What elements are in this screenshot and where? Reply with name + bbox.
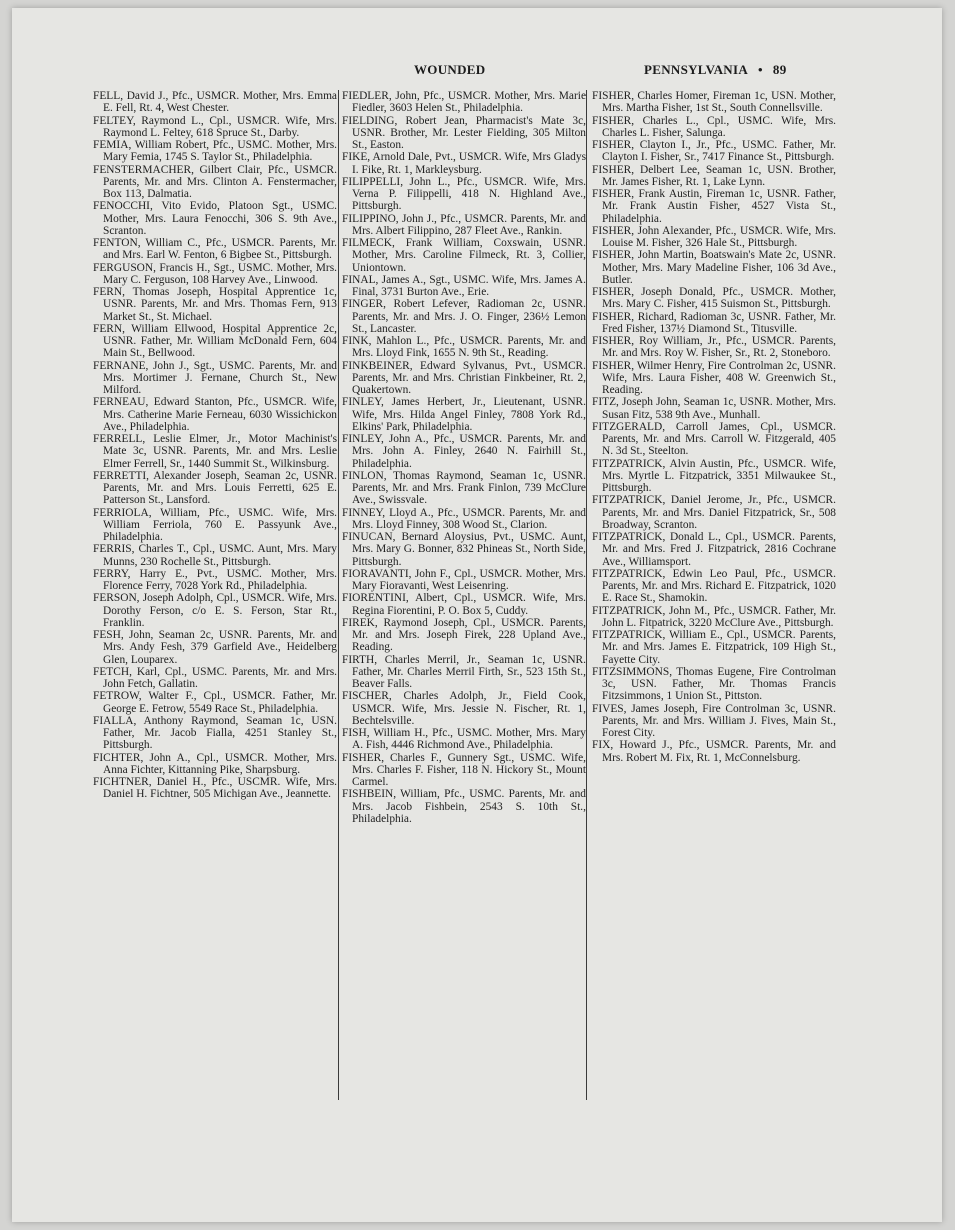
casualty-entry: FERGUSON, Francis H., Sgt., USMC. Mother, Mrs. Mary C. Ferguson, 108 Harvey Ave., Linwood. [93,261,337,286]
casualty-entry: FITZPATRICK, Donald L., Cpl., USMCR. Parents, Mr. and Mrs. Fred J. Fitzpatrick, 2816 Cochrane Ave., Williamsport. [592,531,836,568]
casualty-entry: FIKE, Arnold Dale, Pvt., USMCR. Wife, Mrs Gladys I. Fike, Rt. 1, Markleysburg. [342,151,586,176]
casualty-entry: FETCH, Karl, Cpl., USMC. Parents, Mr. and Mrs. John Fetch, Gallatin. [93,665,337,690]
casualty-entry: FISHER, Roy William, Jr., Pfc., USMCR. Parents, Mr. and Mrs. Roy W. Fisher, Sr., Rt. 2, Stoneboro. [592,335,836,360]
casualty-entry: FINK, Mahlon L., Pfc., USMCR. Parents, Mr. and Mrs. Lloyd Fink, 1655 N. 9th St., Reading. [342,335,586,360]
casualty-entry: FINNEY, Lloyd A., Pfc., USMCR. Parents, Mr. and Mrs. Lloyd Finney, 308 Wood St., Clarion. [342,506,586,531]
casualty-entry: FINKBEINER, Edward Sylvanus, Pvt., USMCR. Parents, Mr. and Mrs. Christian Finkbeiner, Rt. 2, Quakertown. [342,359,586,396]
casualty-entry: FISHER, Delbert Lee, Seaman 1c, USN. Brother, Mr. James Fisher, Rt. 1, Lake Lynn. [592,163,836,188]
casualty-entry: FILMECK, Frank William, Coxswain, USNR. Mother, Mrs. Caroline Filmeck, Rt. 3, Collier, Uniontown. [342,237,586,274]
casualty-entry: FISHER, Charles L., Cpl., USMC. Wife, Mrs. Charles L. Fisher, Salunga. [592,114,836,139]
casualty-entry: FIEDLER, John, Pfc., USMCR. Mother, Mrs. Marie Fiedler, 3603 Helen St., Philadelphia. [342,90,586,115]
column-1 [93,90,337,801]
casualty-entry: FIELDING, Robert Jean, Pharmacist's Mate 3c, USNR. Brother, Mr. Lester Fielding, 305 Milton St., Easton. [342,114,586,151]
casualty-entry: FITZPATRICK, John M., Pfc., USMCR. Father, Mr. John L. Fitpatrick, 3220 McClure Ave., Pittsburgh. [592,604,836,629]
casualty-entry: FISHER, Richard, Radioman 3c, USNR. Father, Mr. Fred Fisher, 137½ Diamond St., Titusville. [592,310,836,335]
casualty-entry: FISHER, John Alexander, Pfc., USMCR. Wife, Mrs. Louise M. Fisher, 326 Hale St., Pittsburgh. [592,224,836,249]
casualty-entry: FISHER, Frank Austin, Fireman 1c, USNR. Father, Mr. Frank Austin Fisher, 4527 Vista St., Philadelphia. [592,188,836,225]
casualty-entry: FISHER, Clayton I., Jr., Pfc., USMC. Father, Mr. Clayton I. Fisher, Sr., 7417 Finance St., Pittsburgh. [592,139,836,164]
casualty-entry: FERNANE, John J., Sgt., USMC. Parents, Mr. and Mrs. Mortimer J. Fernane, Church St., New Milford. [93,359,337,396]
casualty-entry: FICHTNER, Daniel H., Pfc., USCMR. Wife, Mrs. Daniel H. Fichtner, 505 Michigan Ave., Jeannette. [93,776,337,801]
casualty-entry: FETROW, Walter F., Cpl., USMCR. Father, Mr. George E. Fetrow, 5549 Race St., Philadelphia. [93,690,337,715]
casualty-entry: FINGER, Robert Lefever, Radioman 2c, USNR. Parents, Mr. and Mrs. J. O. Finger, 236½ Lemon St., Lancaster. [342,298,586,335]
casualty-entry: FERNEAU, Edward Stanton, Pfc., USMCR. Wife, Mrs. Catherine Marie Ferneau, 6030 Wissichickon Ave., Philadelphia. [93,396,337,433]
casualty-entry: FITZPATRICK, William E., Cpl., USMCR. Parents, Mr. and Mrs. James E. Fitzpatrick, 109 High St., Fayette City. [592,629,836,666]
casualty-entry: FISHER, John Martin, Boatswain's Mate 2c, USNR. Mother, Mrs. Mary Madeline Fisher, 106 3d Ave., Butler. [592,249,836,286]
casualty-entry: FIVES, James Joseph, Fire Controlman 3c, USNR. Parents, Mr. and Mrs. William J. Fives, Main St., Forest City. [592,702,836,739]
casualty-entry: FINUCAN, Bernard Aloysius, Pvt., USMC. Aunt, Mrs. Mary G. Bonner, 832 Phineas St., North Side, Pittsburgh. [342,531,586,568]
casualty-entry: FILIPPINO, John J., Pfc., USMCR. Parents, Mr. and Mrs. Albert Filippino, 287 Fleet Ave., Rankin. [342,212,586,237]
casualty-entry: FITZ, Joseph John, Seaman 1c, USNR. Mother, Mrs. Susan Fitz, 538 9th Ave., Munhall. [592,396,836,421]
casualty-entry: FERRIOLA, William, Pfc., USMC. Wife, Mrs. William Ferriola, 760 E. Passyunk Ave., Philadelphia. [93,506,337,543]
casualty-entry: FERSON, Joseph Adolph, Cpl., USMCR. Wife, Mrs. Dorothy Ferson, c/o E. S. Ferson, Star Rt., Franklin. [93,592,337,629]
casualty-entry: FICHTER, John A., Cpl., USMCR. Mother, Mrs. Anna Fichter, Kittanning Pike, Sharpsburg. [93,751,337,776]
casualty-entry: FERRIS, Charles T., Cpl., USMC. Aunt, Mrs. Mary Munns, 230 Rochelle St., Pittsburgh. [93,543,337,568]
casualty-entry: FITZPATRICK, Daniel Jerome, Jr., Pfc., USMCR. Parents, Mr. and Mrs. Daniel Fitzpatrick, Sr., 508 Broadway, Scranton. [592,494,836,531]
casualty-entry: FEMIA, William Robert, Pfc., USMC. Mother, Mrs. Mary Femia, 1745 S. Taylor St., Philadelphia. [93,139,337,164]
casualty-entry: FERN, William Ellwood, Hospital Apprentice 2c, USNR. Father, Mr. William McDonald Fern, 604 Main St., Bellwood. [93,322,337,360]
casualty-entry: FENTON, William C., Pfc., USMCR. Parents, Mr. and Mrs. Earl W. Fenton, 6 Bigbee St., Pittsburgh. [93,237,337,262]
column-2 [342,90,586,825]
page-number: 89 [772,62,787,77]
casualty-entry: FIX, Howard J., Pfc., USMCR. Parents, Mr. and Mrs. Robert M. Fix, Rt. 1, McConnelsburg. [592,739,836,764]
casualty-entry: FISHBEIN, William, Pfc., USMC. Parents, Mr. and Mrs. Jacob Fishbein, 2543 S. 10th St., Philadelphia. [342,788,586,825]
casualty-entry: FISHER, Charles F., Gunnery Sgt., USMC. Wife, Mrs. Charles F. Fisher, 118 N. Hickory St., Mount Carmel. [342,751,586,788]
casualty-entry: FERN, Thomas Joseph, Hospital Apprentice 1c, USNR. Parents, Mr. and Mrs. Thomas Fern, 913 Market St., St. Michael. [93,286,337,323]
casualty-entry: FINAL, James A., Sgt., USMC. Wife, Mrs. James A. Final, 3731 Burton Ave., Erie. [342,273,586,298]
casualty-entry: FINLEY, James Herbert, Jr., Lieutenant, USNR. Wife, Mrs. Hilda Angel Finley, 7808 York Rd., Elkins' Park, Philadelphia. [342,396,586,433]
casualty-entry: FISHER, Joseph Donald, Pfc., USMCR. Mother, Mrs. Mary C. Fisher, 415 Suismon St., Pittsburgh. [592,286,836,311]
casualty-entry: FILIPPELLI, John L., Pfc., USMCR. Wife, Mrs. Verna P. Filippelli, 418 N. Highland Ave., Pittsburgh. [342,175,586,213]
bullet-separator: • [758,62,763,77]
casualty-entry: FISHER, Wilmer Henry, Fire Controlman 2c, USNR. Wife, Mrs. Laura Fisher, 408 W. Greenwich St., Reading. [592,359,836,396]
casualty-entry: FELL, David J., Pfc., USMCR. Mother, Mrs. Emma E. Fell, Rt. 4, West Chester. [93,90,337,115]
casualty-entry: FITZGERALD, Carroll James, Cpl., USMCR. Parents, Mr. and Mrs. Carroll W. Fitzgerald, 405 N. 3d St., Steelton. [592,420,836,458]
state-name: PENNSYLVANIA [644,62,749,77]
casualty-entry: FISHER, Charles Homer, Fireman 1c, USN. Mother, Mrs. Martha Fisher, 1st St., South Connellsville. [592,90,836,115]
casualty-entry: FERRY, Harry E., Pvt., USMC. Mother, Mrs. Florence Ferry, 7028 York Rd., Philadelphia. [93,567,337,592]
casualty-entry: FINLEY, John A., Pfc., USMCR. Parents, Mr. and Mrs. John A. Finley, 2640 N. Fairhill St., Philadelphia. [342,433,586,470]
casualty-entry: FISCHER, Charles Adolph, Jr., Field Cook, USMCR. Wife, Mrs. Jessie N. Fischer, Rt. 1, Bechtelsville. [342,690,586,727]
casualty-entry: FITZSIMMONS, Thomas Eugene, Fire Controlman 3c, USN. Father, Mr. Thomas Francis Fitzsimmons, 1 Union St., Pittston. [592,665,836,703]
casualty-entry: FESH, John, Seaman 2c, USNR. Parents, Mr. and Mrs. Andy Fesh, 379 Garfield Ave., Heidelberg Glen, Louparex. [93,629,337,666]
running-header [644,62,787,78]
casualty-entry: FISH, William H., Pfc., USMC. Mother, Mrs. Mary A. Fish, 4446 Richmond Ave., Philadelphia. [342,727,586,752]
casualty-entry: FIORENTINI, Albert, Cpl., USMCR. Wife, Mrs. Regina Fiorentini, P. O. Box 5, Cuddy. [342,592,586,617]
casualty-entry: FENOCCHI, Vito Evido, Platoon Sgt., USMC. Mother, Mrs. Laura Fenocchi, 306 S. 9th Ave., Scranton. [93,200,337,237]
casualty-entry: FIALLA, Anthony Raymond, Seaman 1c, USN. Father, Mr. Jacob Fialla, 4251 Stanley St., Pittsburgh. [93,714,337,752]
column-3 [592,90,836,764]
casualty-entry: FERRELL, Leslie Elmer, Jr., Motor Machinist's Mate 3c, USNR. Parents, Mr. and Mrs. Leslie Elmer Ferrell, Sr., 1440 Summit St., Wilkinsburg. [93,433,337,470]
casualty-entry: FINLON, Thomas Raymond, Seaman 1c, USNR. Parents, Mr. and Mrs. Frank Finlon, 739 McClure Ave., Swissvale. [342,469,586,507]
casualty-entry: FENSTERMACHER, Gilbert Clair, Pfc., USMCR. Parents, Mr. and Mrs. Clinton A. Fenstermacher, Box 113, Dalmatia. [93,163,337,200]
casualty-entry: FITZPATRICK, Alvin Austin, Pfc., USMCR. Wife, Mrs. Myrtle L. Fitzpatrick, 3351 Milwaukee St., Pittsburgh. [592,457,836,494]
column-rule [338,90,339,1100]
column-rule [586,90,587,1100]
casualty-entry: FIRTH, Charles Merril, Jr., Seaman 1c, USNR. Father, Mr. Charles Merril Firth, Sr., 523 15th St., Beaver Falls. [342,653,586,690]
casualty-entry: FITZPATRICK, Edwin Leo Paul, Pfc., USMCR. Parents, Mr. and Mrs. Richard E. Fitzpatrick, 1020 E. Race St., Shamokin. [592,567,836,605]
casualty-entry: FERRETTI, Alexander Joseph, Seaman 2c, USNR. Parents, Mr. and Mrs. Louis Ferretti, 625 E. Patterson St., Lansford. [93,469,337,507]
casualty-entry: FELTEY, Raymond L., Cpl., USMCR. Wife, Mrs. Raymond L. Feltey, 618 Spruce St., Darby. [93,114,337,139]
casualty-entry: FIORAVANTI, John F., Cpl., USMCR. Mother, Mrs. Mary Fioravanti, West Leisenring. [342,567,586,592]
section-heading: WOUNDED [414,62,486,77]
casualty-entry: FIREK, Raymond Joseph, Cpl., USMCR. Parents, Mr. and Mrs. Joseph Firek, 228 Upland Ave., Reading. [342,616,586,654]
